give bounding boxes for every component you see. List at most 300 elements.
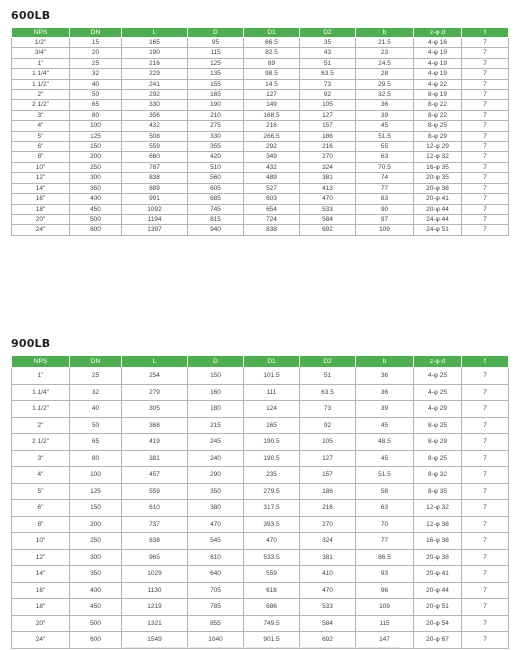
- table-cell: 216: [244, 121, 300, 131]
- table-row: [12, 194, 509, 204]
- table-cell: 92: [300, 90, 356, 100]
- table-cell: 6": [12, 500, 70, 517]
- table-cell: 1/2": [12, 38, 70, 48]
- table-cell: 292: [244, 142, 300, 152]
- table-cell: 2": [12, 90, 70, 100]
- table-cell: 324: [300, 162, 356, 172]
- table-cell: 8-φ 25: [414, 417, 462, 434]
- table-cell: 8": [12, 516, 70, 533]
- table-cell: 36: [356, 384, 414, 401]
- table-cell: 125: [70, 131, 122, 141]
- table-cell: 50: [70, 90, 122, 100]
- table-cell: 32: [70, 384, 122, 401]
- table-cell: 8-φ 29: [414, 434, 462, 451]
- table-row: [12, 183, 509, 193]
- table-row: [12, 225, 509, 235]
- table-cell: 135: [188, 69, 244, 79]
- table-cell: 300: [70, 549, 122, 566]
- table-cell: 4-φ 29: [414, 401, 462, 418]
- table-cell: 508: [122, 131, 188, 141]
- table-cell: 692: [300, 225, 356, 235]
- table-cell: 420: [188, 152, 244, 162]
- table-cell: 101.5: [244, 368, 300, 385]
- table-cell: 1092: [122, 204, 188, 214]
- table-cell: 3/4": [12, 48, 70, 58]
- table-cell: 150: [70, 500, 122, 517]
- table-body: [12, 38, 509, 236]
- table-cell: 70.5: [356, 162, 414, 172]
- table-cell: 510: [188, 162, 244, 172]
- table-cell: 470: [244, 533, 300, 550]
- table-cell: 111: [244, 384, 300, 401]
- table-row: [12, 582, 509, 599]
- table-cell: 165: [188, 90, 244, 100]
- table-row: [12, 58, 509, 68]
- table-cell: 470: [300, 582, 356, 599]
- table-cell: 8-φ 29: [414, 131, 462, 141]
- table-cell: 20-φ 41: [414, 194, 462, 204]
- table-cell: 7: [462, 100, 509, 110]
- table-cell: 7: [462, 434, 509, 451]
- table-cell: 292: [122, 90, 188, 100]
- table-cell: 14": [12, 183, 70, 193]
- table-cell: 200: [70, 152, 122, 162]
- table-cell: 65: [70, 100, 122, 110]
- header-row: [12, 28, 509, 38]
- table-cell: 7: [462, 131, 509, 141]
- table-cell: 7: [462, 38, 509, 48]
- table-cell: 7: [462, 225, 509, 235]
- table-cell: 6": [12, 142, 70, 152]
- table-cell: 3": [12, 450, 70, 467]
- table-cell: 14.5: [244, 79, 300, 89]
- table-cell: 350: [188, 483, 244, 500]
- table-cell: 96: [356, 582, 414, 599]
- table-cell: 35: [300, 38, 356, 48]
- table-cell: 20-φ 44: [414, 204, 462, 214]
- table-cell: 254: [122, 368, 188, 385]
- table-cell: 7: [462, 110, 509, 120]
- table-cell: 66.5: [244, 38, 300, 48]
- table-cell: 83: [356, 194, 414, 204]
- table-cell: 180: [188, 401, 244, 418]
- table-cell: 7: [462, 467, 509, 484]
- table-cell: 155: [188, 79, 244, 89]
- header-row: [12, 356, 509, 368]
- table-cell: 7: [462, 566, 509, 583]
- table-row: [12, 48, 509, 58]
- table-cell: 940: [188, 225, 244, 235]
- table-cell: 8-φ 22: [414, 110, 462, 120]
- table-cell: 40: [70, 401, 122, 418]
- table-cell: 305: [122, 401, 188, 418]
- table-row: [12, 204, 509, 214]
- table-cell: 115: [188, 48, 244, 58]
- column-header: DN: [70, 28, 122, 38]
- table-row: [12, 173, 509, 183]
- table-cell: 7: [462, 500, 509, 517]
- table-cell: 901.5: [244, 632, 300, 649]
- table-cell: 350: [70, 566, 122, 583]
- table-cell: 109: [356, 599, 414, 616]
- table-cell: 4-φ 19: [414, 69, 462, 79]
- table-cell: 5": [12, 483, 70, 500]
- table-cell: 216: [300, 500, 356, 517]
- table-cell: 1040: [188, 632, 244, 649]
- table-cell: 7: [462, 121, 509, 131]
- column-header: f: [462, 356, 509, 368]
- table-cell: 100: [70, 121, 122, 131]
- table-cell: 7: [462, 615, 509, 632]
- column-header: D1: [244, 356, 300, 368]
- table-cell: 65: [70, 434, 122, 451]
- table-cell: 58: [356, 483, 414, 500]
- table-cell: 127: [244, 90, 300, 100]
- table-cell: 605: [188, 183, 244, 193]
- table-cell: 470: [188, 516, 244, 533]
- table-cell: 889: [122, 183, 188, 193]
- table-cell: 432: [122, 121, 188, 131]
- table-cell: 7: [462, 162, 509, 172]
- table-cell: 190: [188, 100, 244, 110]
- table-cell: 36: [356, 368, 414, 385]
- table-cell: 4": [12, 467, 70, 484]
- table-cell: 147: [356, 632, 414, 649]
- table-cell: 51: [300, 58, 356, 68]
- table-row: [12, 599, 509, 616]
- table-cell: 63: [356, 500, 414, 517]
- table-cell: 73: [300, 401, 356, 418]
- table-cell: 1130: [122, 582, 188, 599]
- table-cell: 7: [462, 417, 509, 434]
- table-cell: 1 1/2": [12, 401, 70, 418]
- table-cell: 90: [356, 204, 414, 214]
- table-cell: 349: [244, 152, 300, 162]
- table-cell: 20-φ 44: [414, 582, 462, 599]
- table-cell: 186: [300, 131, 356, 141]
- table-cell: 168.5: [244, 110, 300, 120]
- table-row: [12, 142, 509, 152]
- table-cell: 12-φ 29: [414, 142, 462, 152]
- table-cell: 20-φ 41: [414, 566, 462, 583]
- table-cell: 381: [300, 549, 356, 566]
- table-cell: 457: [122, 467, 188, 484]
- table-cell: 356: [122, 110, 188, 120]
- table-cell: 450: [70, 599, 122, 616]
- table-cell: 838: [244, 225, 300, 235]
- table-row: [12, 500, 509, 517]
- table-cell: 559: [244, 566, 300, 583]
- table-cell: 7: [462, 183, 509, 193]
- table-cell: 7: [462, 194, 509, 204]
- column-header: L: [122, 356, 188, 368]
- table-cell: 1": [12, 368, 70, 385]
- table-cell: 28: [356, 69, 414, 79]
- table-cell: 654: [244, 204, 300, 214]
- table-row: [12, 615, 509, 632]
- table-cell: 368: [122, 417, 188, 434]
- table-cell: 266.5: [244, 131, 300, 141]
- table-cell: 12": [12, 173, 70, 183]
- table-cell: 381: [300, 173, 356, 183]
- column-header: z-φ d: [414, 356, 462, 368]
- table-row: [12, 516, 509, 533]
- table-row: [12, 152, 509, 162]
- table-cell: 15: [70, 38, 122, 48]
- table-cell: 330: [188, 131, 244, 141]
- table-cell: 16-φ 38: [414, 533, 462, 550]
- table-cell: 12": [12, 549, 70, 566]
- table-cell: 2 1/2": [12, 100, 70, 110]
- table-cell: 157: [300, 121, 356, 131]
- table-cell: 150: [188, 368, 244, 385]
- table-cell: 838: [122, 533, 188, 550]
- table-cell: 815: [188, 214, 244, 224]
- table-cell: 584: [300, 615, 356, 632]
- table-cell: 20": [12, 615, 70, 632]
- column-header: NPS: [12, 28, 70, 38]
- table-row: [12, 384, 509, 401]
- table-cell: 603: [244, 194, 300, 204]
- table-cell: 16": [12, 194, 70, 204]
- column-header: z-φ d: [414, 28, 462, 38]
- table-cell: 7: [462, 533, 509, 550]
- table-cell: 100: [70, 467, 122, 484]
- table-cell: 190.5: [244, 434, 300, 451]
- section-title-900lb: 900LB: [11, 337, 51, 350]
- table-cell: 48.5: [356, 434, 414, 451]
- table-cell: 32: [70, 69, 122, 79]
- table-cell: 737: [122, 516, 188, 533]
- table-cell: 1": [12, 58, 70, 68]
- table-cell: 165: [244, 417, 300, 434]
- table-cell: 39: [356, 110, 414, 120]
- table-cell: 105: [300, 434, 356, 451]
- table-cell: 5": [12, 131, 70, 141]
- column-header: DN: [70, 356, 122, 368]
- table-cell: 20": [12, 214, 70, 224]
- table-cell: 279.5: [244, 483, 300, 500]
- table-cell: 115: [356, 615, 414, 632]
- table-cell: 489: [244, 173, 300, 183]
- table-cell: 16-φ 35: [414, 162, 462, 172]
- column-header: D2: [300, 28, 356, 38]
- table-cell: 7: [462, 204, 509, 214]
- column-header: D2: [300, 356, 356, 368]
- table-cell: 8-φ 22: [414, 100, 462, 110]
- table-cell: 317.5: [244, 500, 300, 517]
- table-cell: 1397: [122, 225, 188, 235]
- table-row: [12, 121, 509, 131]
- table-cell: 105: [300, 100, 356, 110]
- table-cell: 355: [188, 142, 244, 152]
- table-cell: 12-φ 32: [414, 500, 462, 517]
- table-cell: 20-φ 35: [414, 173, 462, 183]
- table-cell: 7: [462, 599, 509, 616]
- table-cell: 380: [188, 500, 244, 517]
- table-cell: 7: [462, 58, 509, 68]
- table-cell: 785: [188, 599, 244, 616]
- table-cell: 600: [70, 632, 122, 649]
- table-cell: 855: [188, 615, 244, 632]
- table-cell: 7: [462, 69, 509, 79]
- table-cell: 8-φ 35: [414, 483, 462, 500]
- table-row: [12, 38, 509, 48]
- table-cell: 25: [70, 368, 122, 385]
- table-row: [12, 417, 509, 434]
- column-header: b: [356, 356, 414, 368]
- table-cell: 97: [356, 214, 414, 224]
- table-cell: 229: [122, 69, 188, 79]
- table-cell: 584: [300, 214, 356, 224]
- table-cell: 73: [300, 79, 356, 89]
- table-cell: 275: [188, 121, 244, 131]
- table-cell: 500: [70, 615, 122, 632]
- table-cell: 80: [70, 450, 122, 467]
- table-cell: 25: [70, 58, 122, 68]
- table-cell: 235: [244, 467, 300, 484]
- table-cell: 24-φ 44: [414, 214, 462, 224]
- table-cell: 7: [462, 48, 509, 58]
- table-row: [12, 549, 509, 566]
- table-cell: 51: [300, 368, 356, 385]
- table-cell: 660: [122, 152, 188, 162]
- flange-table-900lb: [11, 355, 509, 649]
- table-cell: 600: [70, 225, 122, 235]
- table-cell: 250: [70, 162, 122, 172]
- table-cell: 82.5: [244, 48, 300, 58]
- table-cell: 8-φ 25: [414, 450, 462, 467]
- table-cell: 16": [12, 582, 70, 599]
- table-cell: 1 1/4": [12, 384, 70, 401]
- table-cell: 965: [122, 549, 188, 566]
- table-cell: 838: [122, 173, 188, 183]
- table-cell: 12-φ 38: [414, 516, 462, 533]
- table-cell: 1549: [122, 632, 188, 649]
- column-header: b: [356, 28, 414, 38]
- table-row: [12, 566, 509, 583]
- table-cell: 300: [70, 173, 122, 183]
- table-cell: 40: [70, 79, 122, 89]
- table-cell: 89: [244, 58, 300, 68]
- table-row: [12, 162, 509, 172]
- table-cell: 7: [462, 401, 509, 418]
- table-cell: 157: [300, 467, 356, 484]
- table-cell: 125: [70, 483, 122, 500]
- table-cell: 4": [12, 121, 70, 131]
- table-header: [12, 356, 509, 368]
- table-cell: 127: [300, 450, 356, 467]
- table-cell: 4-φ 19: [414, 48, 462, 58]
- table-cell: 149: [244, 100, 300, 110]
- table-cell: 20-φ 38: [414, 549, 462, 566]
- table-cell: 36: [356, 100, 414, 110]
- table-cell: 210: [188, 110, 244, 120]
- table-cell: 51.5: [356, 467, 414, 484]
- table-cell: 991: [122, 194, 188, 204]
- column-header: L: [122, 28, 188, 38]
- table-cell: 290: [188, 467, 244, 484]
- table-row: [12, 110, 509, 120]
- table-cell: 330: [122, 100, 188, 110]
- table-cell: 393.5: [244, 516, 300, 533]
- table-cell: 127: [300, 110, 356, 120]
- table-cell: 4-φ 19: [414, 58, 462, 68]
- table-cell: 7: [462, 142, 509, 152]
- table-cell: 50: [70, 417, 122, 434]
- table-cell: 14": [12, 566, 70, 583]
- table-cell: 32.5: [356, 90, 414, 100]
- table-cell: 63.5: [300, 69, 356, 79]
- table-cell: 7: [462, 214, 509, 224]
- table-cell: 705: [188, 582, 244, 599]
- table-cell: 109: [356, 225, 414, 235]
- table-cell: 787: [122, 162, 188, 172]
- table-cell: 93: [356, 566, 414, 583]
- table-cell: 1194: [122, 214, 188, 224]
- table-cell: 419: [122, 434, 188, 451]
- table-cell: 8-φ 19: [414, 90, 462, 100]
- table-cell: 350: [70, 183, 122, 193]
- section-title-600lb: 600LB: [11, 9, 51, 22]
- table-row: [12, 632, 509, 649]
- table-cell: 1 1/2": [12, 79, 70, 89]
- table-row: [12, 214, 509, 224]
- table-cell: 560: [188, 173, 244, 183]
- table-row: [12, 69, 509, 79]
- table-cell: 190: [122, 48, 188, 58]
- table-row: [12, 368, 509, 385]
- table-cell: 559: [122, 142, 188, 152]
- table-row: [12, 401, 509, 418]
- table-cell: 39: [356, 401, 414, 418]
- table-cell: 7: [462, 173, 509, 183]
- table-cell: 640: [188, 566, 244, 583]
- table-cell: 92: [300, 417, 356, 434]
- table-cell: 533: [300, 204, 356, 214]
- table-cell: 7: [462, 582, 509, 599]
- table-cell: 8-φ 25: [414, 121, 462, 131]
- table-cell: 20-φ 38: [414, 183, 462, 193]
- column-header: f: [462, 28, 509, 38]
- table-cell: 24": [12, 225, 70, 235]
- table-cell: 24-φ 51: [414, 225, 462, 235]
- table-cell: 7: [462, 384, 509, 401]
- table-row: [12, 450, 509, 467]
- table-cell: 241: [122, 79, 188, 89]
- table-cell: 45: [356, 450, 414, 467]
- table-cell: 63.5: [300, 384, 356, 401]
- table-cell: 4-φ 16: [414, 38, 462, 48]
- table-cell: 7: [462, 368, 509, 385]
- column-header: D: [188, 28, 244, 38]
- table-cell: 450: [70, 204, 122, 214]
- table-cell: 24": [12, 632, 70, 649]
- table-cell: 400: [70, 582, 122, 599]
- table-cell: 432: [244, 162, 300, 172]
- table-cell: 10": [12, 533, 70, 550]
- table-cell: 45: [356, 121, 414, 131]
- table-cell: 616: [244, 582, 300, 599]
- table-cell: 18": [12, 204, 70, 214]
- table-header: [12, 28, 509, 38]
- table-cell: 95: [188, 38, 244, 48]
- table-row: [12, 467, 509, 484]
- flange-table-600lb: [11, 27, 509, 236]
- table-cell: 559: [122, 483, 188, 500]
- table-cell: 70: [356, 516, 414, 533]
- table-cell: 1 1/4": [12, 69, 70, 79]
